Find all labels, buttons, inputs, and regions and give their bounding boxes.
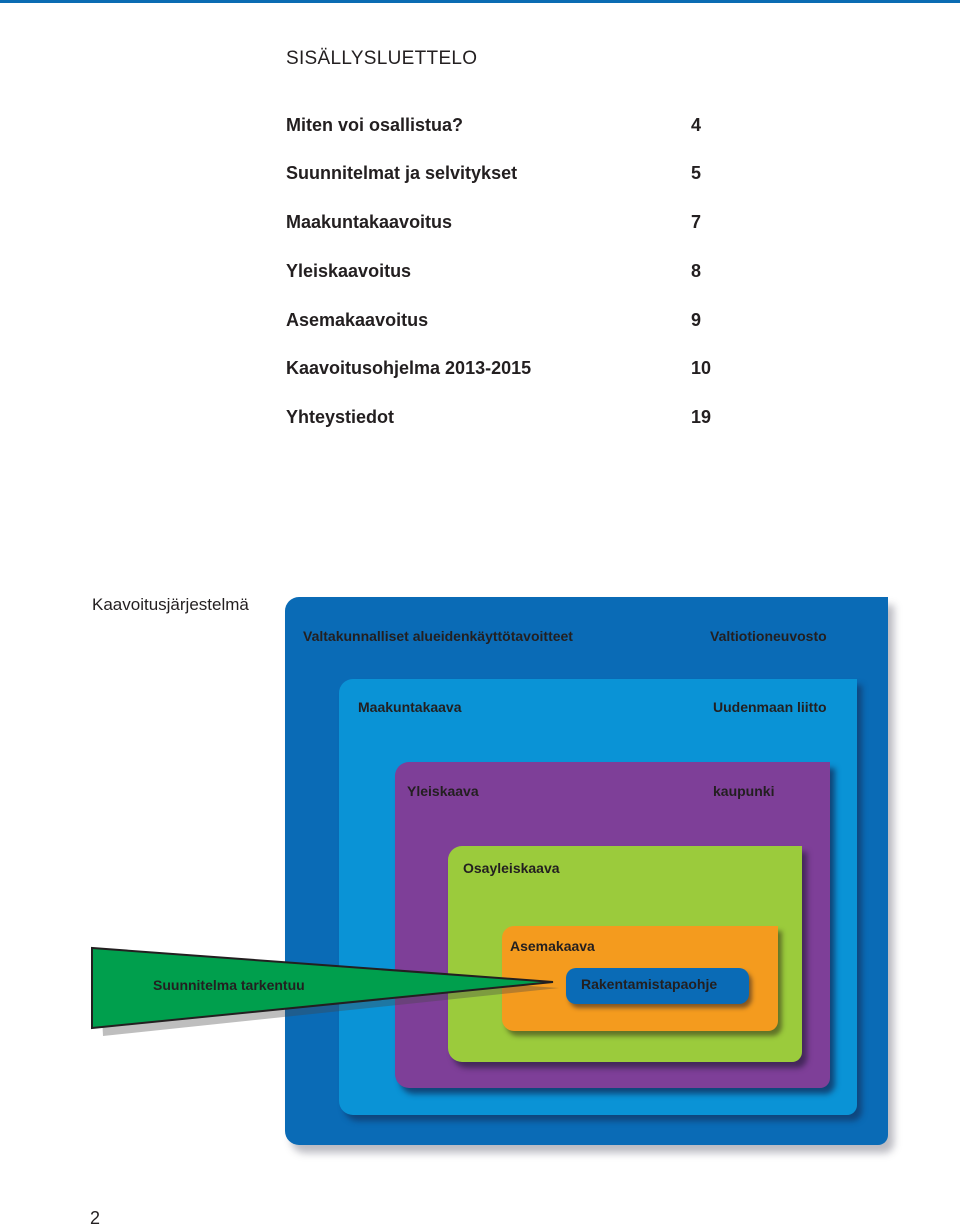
toc-entry-page: 9 xyxy=(691,310,702,330)
toc-entry[interactable] xyxy=(286,358,726,382)
wedge-label: Suunnitelma tarkentuu xyxy=(153,977,305,993)
toc-entry-label: Yleiskaavoitus xyxy=(286,261,412,281)
toc-entry-page: 5 xyxy=(691,163,702,183)
toc-entry-page: 10 xyxy=(691,358,712,378)
toc-entry-page: 19 xyxy=(691,407,712,427)
diagram-title: Kaavoitusjärjestelmä xyxy=(92,595,249,614)
toc-entry-page: 4 xyxy=(691,115,702,135)
level-name-building-guideline: Rakentamistapaohje xyxy=(581,976,718,992)
level-name-detailed-plan: Asemakaava xyxy=(510,938,595,954)
toc-entry-label: Yhteystiedot xyxy=(286,407,395,427)
toc-title: SISÄLLYSLUETTELO xyxy=(286,48,478,69)
toc-entry[interactable] xyxy=(286,163,726,187)
toc-entry[interactable] xyxy=(286,115,726,139)
toc-entry-label: Maakuntakaavoitus xyxy=(286,212,453,232)
level-authority-national: Valtiotioneuvosto xyxy=(710,628,827,644)
toc-entry-label: Suunnitelmat ja selvitykset xyxy=(286,163,518,183)
toc-entry-page: 7 xyxy=(691,212,702,232)
level-authority-regional: Uudenmaan liitto xyxy=(713,699,827,715)
toc-entry-page: 8 xyxy=(691,261,702,281)
level-name-regional: Maakuntakaava xyxy=(358,699,462,715)
level-authority-master-plan: kaupunki xyxy=(713,783,775,799)
level-name-master-plan: Yleiskaava xyxy=(407,783,479,799)
page-number: 2 xyxy=(90,1208,101,1228)
toc-entry[interactable] xyxy=(286,261,726,285)
toc-entry-label: Miten voi osallistua? xyxy=(286,115,464,135)
toc-entry-label: Kaavoitusohjelma 2013-2015 xyxy=(286,358,532,378)
toc-entry[interactable] xyxy=(286,310,726,334)
toc-entry-label: Asemakaavoitus xyxy=(286,310,429,330)
level-name-national: Valtakunnalliset alueidenkäyttötavoitteet xyxy=(303,628,573,644)
toc-entry[interactable] xyxy=(286,407,726,431)
toc-entry[interactable] xyxy=(286,212,726,236)
level-name-partial-master-plan: Osayleiskaava xyxy=(463,860,560,876)
top-rule xyxy=(0,0,960,3)
